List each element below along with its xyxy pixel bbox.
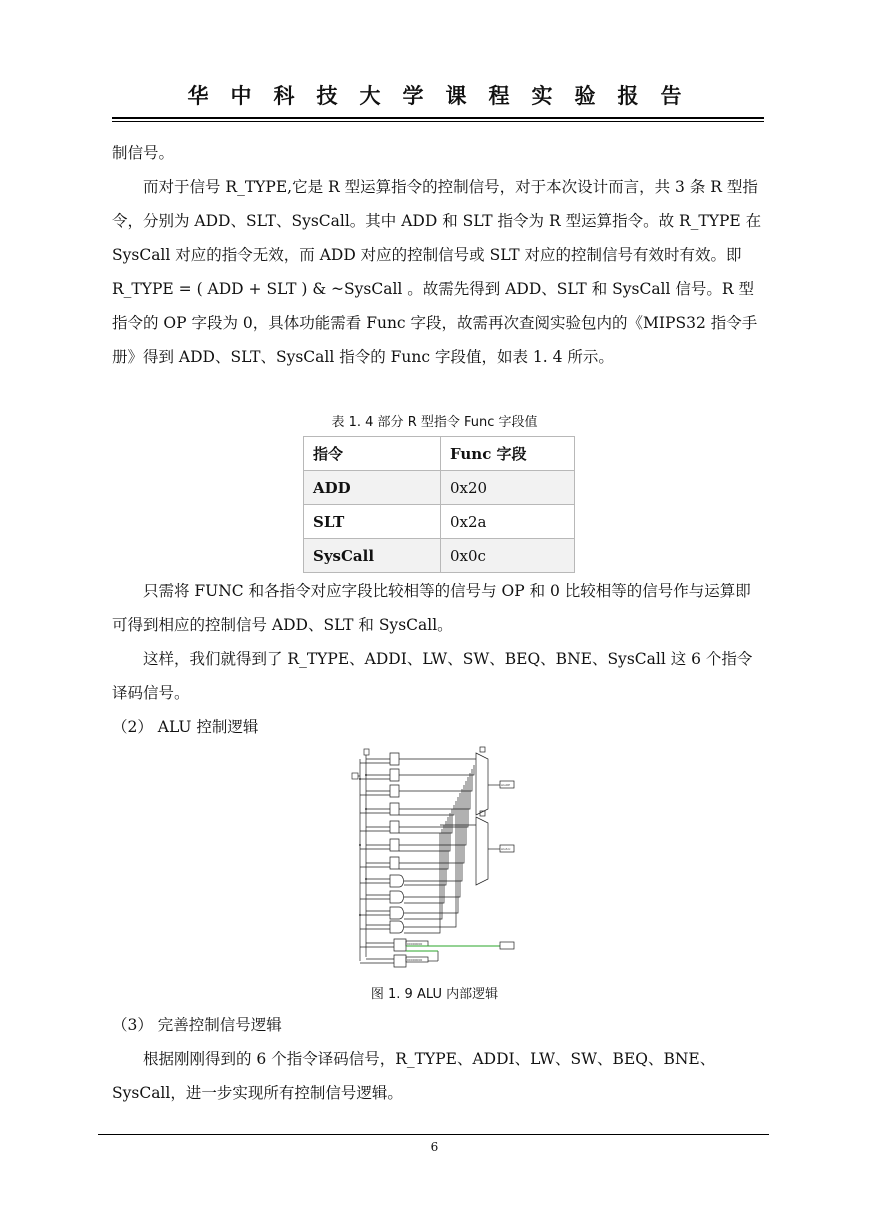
func-field-table (303, 436, 575, 573)
table-header-row (304, 437, 575, 471)
table-cell-instruction: SLT (304, 505, 441, 539)
table-header-cell: Func 字段 (441, 437, 575, 471)
table-cell-func: 0x0c (441, 539, 575, 573)
const-label-2: 00000000 (407, 958, 423, 962)
table-header-cell: 指令 (304, 437, 441, 471)
paragraph-r-type: 而对于信号 R_TYPE,它是 R 型运算指令的控制信号，对于本次设计而言，共 3 条 R 型指令，分别为 ADD、SLT、SysCall。其中 ADD 和 SLT 指令为 R 型运算指令。故 R_TYPE 在 SysCall 对应的指令无效，而 ADD 对应的控制信号或 SLT 对应的控制信号有效时有效。即 R_TYPE = ( ADD + SLT ) & ~SysCall 。故需先得到 ADD、SLT 和 SysCall 信号。R 型指令的 OP 字段为 0，具体功能需看 Func 字段，故需再次查阅实验包内的《MIPS32 指令手册》得到 ADD、SLT、SysCall 指令的 Func 字段值，如表 1. 4 所示。 (112, 178, 762, 366)
paragraph-func-compare: 只需将 FUNC 和各指令对应字段比较相等的信号与 OP 和 0 比较相等的信号作与运算即可得到相应的控制信号 ADD、SLT 和 SysCall。 (112, 582, 751, 634)
page-number: 6 (430, 1140, 439, 1154)
table-cell-instruction: ADD (304, 471, 441, 505)
table-caption: 表 1. 4 部分 R 型指令 Func 字段值 (331, 415, 538, 430)
table-row (304, 505, 575, 539)
table-cell-func: 0x2a (441, 505, 575, 539)
alu-circuit-diagram (348, 745, 522, 971)
footer-rule (98, 1134, 769, 1135)
paragraph-control-logic: 根据刚刚得到的 6 个指令译码信号，R_TYPE、ADDI、LW、SW、BEQ、BNE、SysCall，进一步实现所有控制信号逻辑。 (112, 1050, 716, 1102)
header-title: 华中科技大学课程实验报告 (187, 83, 704, 108)
const-label-1: 00000000 (407, 942, 423, 946)
header-rule-thick (112, 117, 764, 119)
alu-logic-figure (348, 745, 522, 971)
section-heading-control: （3） 完善控制信号逻辑 (112, 1016, 282, 1034)
table-row (304, 539, 575, 573)
figure-caption: 图 1. 9 ALU 内部逻辑 (370, 987, 499, 1002)
table-row (304, 471, 575, 505)
paragraph-decode-signals: 这样，我们就得到了 R_TYPE、ADDI、LW、SW、BEQ、BNE、SysCall 这 6 个指令译码信号。 (112, 650, 753, 702)
mux-out-label-2: AluSrc (501, 847, 511, 851)
header-rule-thin (112, 121, 764, 122)
mux-out-label-1: AluOP (501, 783, 510, 787)
section-heading-alu: （2） ALU 控制逻辑 (112, 718, 259, 736)
table-cell-func: 0x20 (441, 471, 575, 505)
paragraph-continuation: 制信号。 (112, 144, 175, 162)
table-cell-instruction: SysCall (304, 539, 441, 573)
